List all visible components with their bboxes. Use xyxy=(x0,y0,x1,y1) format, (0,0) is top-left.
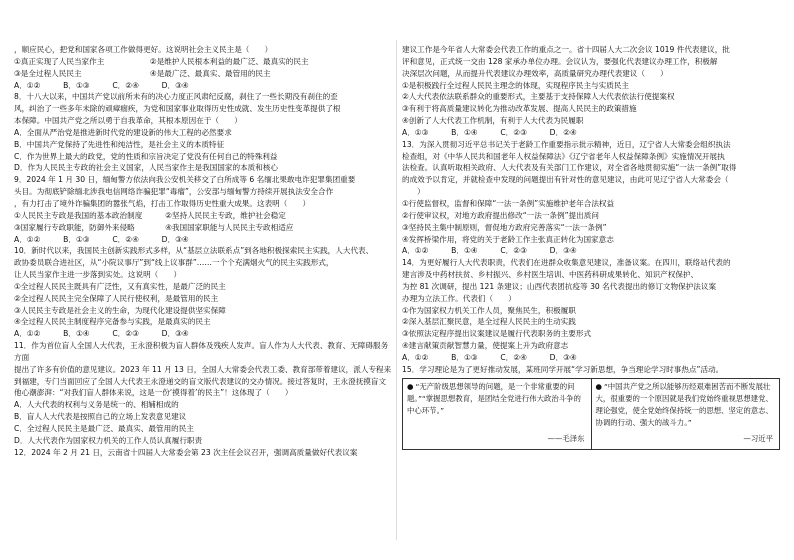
quote-box-right xyxy=(591,379,780,449)
left-text-line: 风，纠治了一些多年未除的顽瘴痼疾，为党和国家事业取得历史性成就、发生历史性变革提供了根 xyxy=(14,104,341,114)
right-column-text xyxy=(402,44,780,376)
left-text-line: 头目。为彻底铲除缅北涉我电信网络诈骗犯罪“毒瘤”，公安部与缅甸警方持续开展执法安全合作 xyxy=(14,187,334,197)
right-column xyxy=(402,44,780,450)
quote-left-source: ——毛泽东 xyxy=(547,434,585,444)
left-text-line: 政协委员联合进社区，从“小院议事厅”到“线上议事群”……一个个充满烟火气的民主实践形式， xyxy=(14,258,334,268)
bullet-icon: ● xyxy=(595,381,602,391)
right-text-line: ①行使监督权，监督和保障“一法一条例”实施维护老年合法权益 xyxy=(402,198,615,208)
left-text-line: C．作为世界上最大的政党，党的性质和宗旨决定了党没有任何自己的特殊利益 xyxy=(14,151,278,161)
left-text-line: A．①② B．①③ C．②④ D．③④ xyxy=(14,234,189,244)
right-text-line: 决深层次问题，从而提升代表建议办理效率，高质量研究办理代表建议（ ） xyxy=(402,68,668,78)
right-text-line: A．①③ B．①④ C．②③ D．②④ xyxy=(402,127,577,137)
quote-right-source: —习近平 xyxy=(743,434,773,444)
right-text-line: ③依照法定程序提出议案建议是履行代表职务的主要形式 xyxy=(402,329,592,339)
quote-right-text: “中国共产党之所以能够历经艰难困苦而不断发展壮大，很重要的一个原因就是我们党始终重视思想建党、理论强党，使全党始终保持统一的思想、坚定的意志、协调的行动、强大的战斗力。” xyxy=(595,381,773,428)
right-text-line: ③坚持民主集中制原则，督促地方政府完善落实“一法一条例” xyxy=(402,222,607,232)
left-text-line: C．全过程人民民主是最广泛、最真实、最管用的民主 xyxy=(14,424,194,433)
right-text-line: ①作为国家权力机关工作人员，聚焦民生，积极履职 xyxy=(402,305,576,315)
right-text-line: ②行使审议权，对地方政府提出修改“一法一条例”提出质问 xyxy=(402,210,599,220)
right-text-line: A．①② B．①③ C．②④ D．③④ xyxy=(402,352,577,362)
right-text-line: 办理为立法工作。代表们（ ） xyxy=(402,293,516,303)
left-text-line: ①真正实现了人民当家作主 ②是维护人民根本利益的最广泛、最真实的民主 xyxy=(14,56,309,66)
left-text-line: 提出了许多有价值的意见建议。2023 年 11 月 13 日，全国人大常委会代表工委、教育部带着建议，派人专程来 xyxy=(14,364,392,374)
left-text-line: D．人大代表作为国家权力机关的工作人员认真履行职责 xyxy=(14,435,203,445)
left-text-line: ③国家履行专政职能，防御外来侵略 ④我国国家职能与人民民主专政相适应 xyxy=(14,222,294,232)
left-text-line: 10．新时代以来，我国民主创新实践形式多样，从“基层立法联系点”到各地积极探索民主实践，人大代表、 xyxy=(14,246,374,256)
left-text-line: ①全过程人民民主既具有广泛性，又有真实性，是最广泛的民主 xyxy=(14,281,226,291)
left-text-line: ③人民民主专政是社会主义的生命，为现代化建设提供坚实保障 xyxy=(14,305,226,315)
right-text-line: 检查组，对《中华人民共和国老年人权益保障法》《辽宁省老年人权益保障条例》实施情况开展执 xyxy=(402,151,725,161)
right-text-line: ①是积极践行全过程人民民主理念的体现，实现程序民主与实质民主 xyxy=(402,80,630,90)
right-text-line: 13．为深入贯彻习近平总书记关于老龄工作重要指示批示精神，近日，辽宁省人大常委会组织执法 xyxy=(402,139,731,149)
quote-left-text: “无产阶级思想领导的问题，是一个非常重要的问题。”“掌握思想教育，是团结全党进行伟大政治斗争的中心环节。” xyxy=(407,381,581,416)
bullet-icon: ● xyxy=(407,381,414,391)
left-text-line: A．①② B．①③ C．②④ D．③④ xyxy=(14,80,189,90)
left-text-line: A．全面从严治党是推进新时代党的建设新的伟大工程的必然要求 xyxy=(14,127,232,137)
left-column xyxy=(14,44,392,459)
right-text-line: 15．学习理论是为了更好推动发展，某班同学开展“学习新思想，争当理论学习时事热点”活动。 xyxy=(402,364,724,374)
right-text-line: ③有利于将高质量建议转化为推动改革发展、提高人民民主的政策措施 xyxy=(402,104,637,114)
left-text-line: B．盲人人大代表是按照自己的立场上发表意见建议 xyxy=(14,412,187,422)
left-text-line: ③是全过程人民民主 ④是最广泛、最真实、最管用的民主 xyxy=(14,68,271,78)
right-text-line: 的成效予以肯定，并就检查中发现的问题提出有针对性的意见建议，由此可见辽宁省人大常委会（ xyxy=(402,175,729,185)
right-text-line: A．①② B．①④ C．②③ D．③④ xyxy=(402,246,577,256)
right-text-line: ④建言献策贡献智慧力量，使提案上升为政府意志 xyxy=(402,341,569,351)
left-text-line: ②全过程人民民主完全保障了人民行使权利，是最管用的民主 xyxy=(14,293,219,303)
right-text-line: ④发挥桥梁作用，将党的关于老龄工作主张真正转化为国家意志 xyxy=(402,234,614,244)
left-text-line: 11．作为首位盲人全国人大代表，王永澄积极为盲人群体及残疾人发声。盲人作为人大代表、教育、无障碍服务方面 xyxy=(14,341,389,362)
right-text-line: ②深入基层汇聚民意，是全过程人民民主的生动实践 xyxy=(402,317,576,327)
quote-table xyxy=(402,378,780,450)
left-text-line: ，有力打击了境外诈骗集团的嚣张气焰，打击工作取得历史性重大成果。这表明（ ） xyxy=(14,198,311,208)
right-text-line: 为控 81 次调研，提出 121 条建议；山西代表团抗疫等 30 名代表提出的修订文物保护法议案 xyxy=(402,281,717,291)
right-text-line: 评和意见，正式统一交由 128 家承办单位办理。会议认为，要强化代表建议办理工作，积极解 xyxy=(402,56,718,66)
left-text-line: 他心潮澎湃：“对我们盲人群体来说，这是一份‘摸得着’的民主”！这体现了（ ） xyxy=(14,388,293,398)
right-text-line: 建言涉及中药材扶贫、乡村振兴、乡村医生培训、中医药科研成果转化、知识产权保护、 xyxy=(402,270,699,280)
left-text-line: 12．2024 年 2 月 21 日，云南省十四届人大常委会第 23 次主任会议召开，强调高质量做好代表议案 xyxy=(14,447,358,457)
left-text-line: D．作为人民民主专政的社会主义国家，人民当家作主是我国国家的本质和核心 xyxy=(14,163,279,173)
left-text-line: 让人民当家作主进一步落到实处。这说明（ ） xyxy=(14,270,182,280)
left-text-line: 到福建，专门当面回应了全国人大代表王永澄递交的盲文版代表建议的交办情况。接过答复时，王永澄抚摸盲文 xyxy=(14,376,387,386)
quote-box-left xyxy=(403,379,591,449)
column-divider xyxy=(396,40,397,540)
left-text-line: B．中国共产党保持了先进性和纯洁性，是社会主义的本质特征 xyxy=(14,139,225,149)
right-text-line: 法检查。认真听取相关政府、人大代表及有关部门工作建议，对全省各地贯彻实施“一法一条例”取得 xyxy=(402,163,737,173)
right-text-line: ④创新了人大代表工作机制，有利于人大代表为民履职 xyxy=(402,116,584,126)
left-text-line: ，顺应民心，把党和国家各项工作做得更好。这说明社会主义民主是（ ） xyxy=(14,45,273,54)
left-text-line: A．①② B．①④ C．②③ D．③④ xyxy=(14,329,189,339)
left-text-line: 9．2024 年 1 月 30 日，缅甸警方依法向我公安机关移交了白所成等 6 名缅北果敢电诈犯罪集团重要 xyxy=(14,175,356,185)
left-text-line: ④全过程人民民主制度程序完备参与实践，是最真实的民主 xyxy=(14,317,211,327)
left-text-line: A．人大代表的权利与义务是统一的、相辅相成的 xyxy=(14,400,179,410)
right-text-line: ） xyxy=(402,187,425,197)
right-text-line: 14．为更好履行人大代表职责，代表们在进群众收集意见建议，准备议案。在四川，联络站代表的 xyxy=(402,258,731,268)
left-text-line: 本保障。中国共产党之所以勇于自我革命，其根本原因在于（ ） xyxy=(14,116,242,126)
left-text-line: ①人民民主专政是我国的基本政治制度 ②坚持人民民主专政，维护社会稳定 xyxy=(14,210,286,220)
right-text-line: 建议工作是今年省人大常委会代表工作的重点之一。省十四届人大二次会议 1019 件代表建议，批 xyxy=(402,45,730,54)
left-text-line: 8．十八大以来，中国共产党以前所未有的决心力度正风肃纪反腐，刹住了一些长期没有刹住的歪 xyxy=(14,92,338,102)
right-text-line: ②人大代表依法联系群众的重要形式，主要基于支持保障人大代表依法行使提案权 xyxy=(402,92,675,102)
